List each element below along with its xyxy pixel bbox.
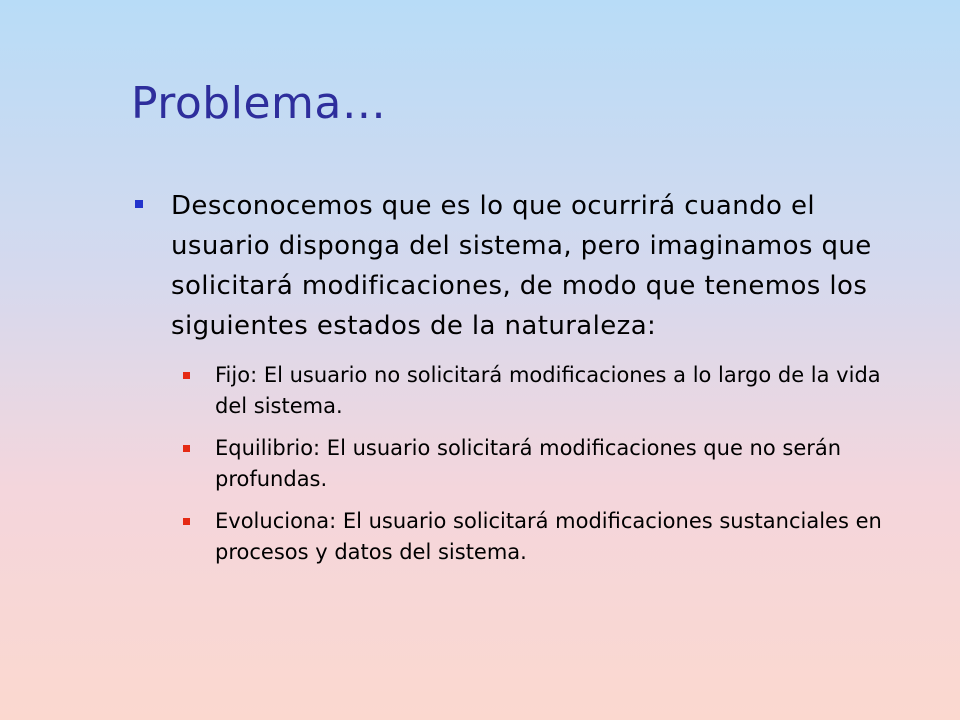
- sub-bullet-item: [183, 433, 925, 495]
- slide-content: [135, 186, 925, 579]
- main-bullet-item: [135, 186, 925, 346]
- sub-bullet-text-evoluciona: Evoluciona: El usuario solicitará modificaciones sustanciales en procesos y datos del sistema.: [215, 509, 882, 564]
- sub-bullet-item: [183, 360, 925, 422]
- sub-bullet-text-equilibrio: Equilibrio: El usuario solicitará modificaciones que no serán profundas.: [215, 436, 842, 491]
- square-bullet-icon: [135, 200, 143, 208]
- sub-bullet-list: [183, 360, 925, 568]
- sub-bullet-text-fijo: Fijo: El usuario no solicitará modificaciones a lo largo de la vida del sistema.: [215, 363, 881, 418]
- sub-bullet-item: [183, 506, 925, 568]
- slide-title: Problema…: [131, 78, 387, 129]
- square-bullet-icon: [183, 372, 190, 379]
- square-bullet-icon: [183, 445, 190, 452]
- square-bullet-icon: [183, 518, 190, 525]
- main-bullet-text: Desconocemos que es lo que ocurrirá cuando el usuario disponga del sistema, pero imaginamos que solicitará modificaciones, de modo que tenemos los siguientes estados de la naturaleza:: [171, 191, 872, 341]
